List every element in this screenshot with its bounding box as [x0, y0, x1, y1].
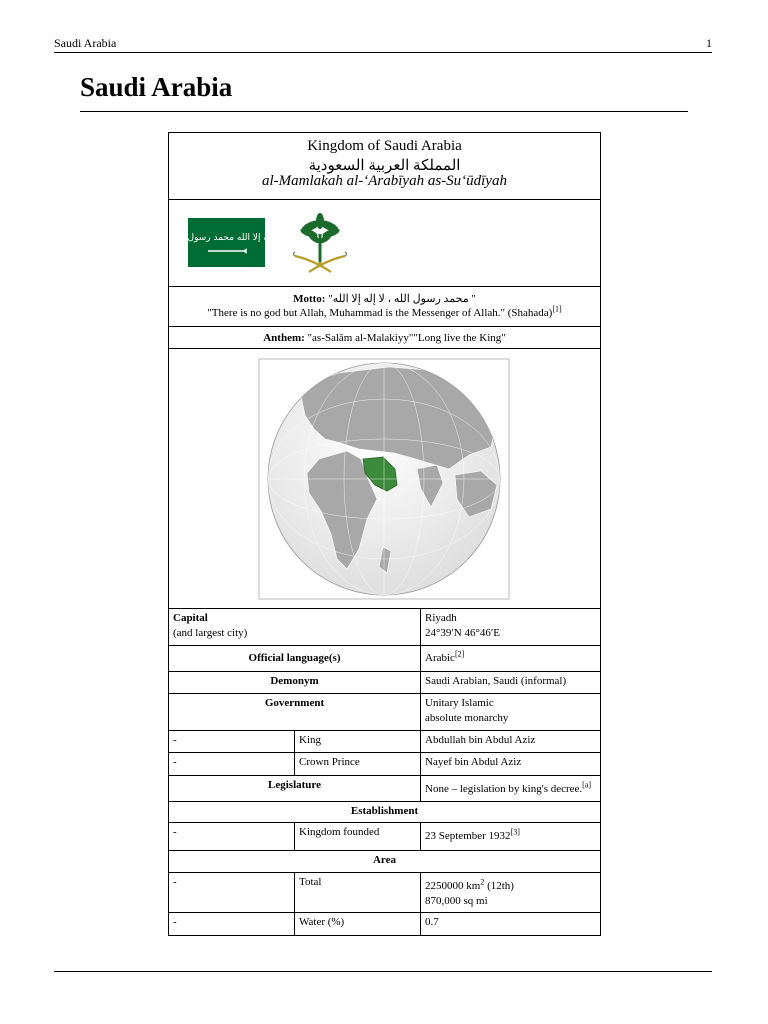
total-area-rank: (12th) — [484, 880, 514, 892]
water-label: Water (%) — [294, 913, 420, 935]
infobox-map-row — [169, 349, 600, 609]
government-label: Government — [264, 697, 325, 709]
article-title: Saudi Arabia — [80, 72, 233, 102]
demonym-label: Demonym — [270, 675, 319, 687]
kingdom-founded-row — [169, 823, 600, 851]
crown-prince-value[interactable]: Nayef bin Abdul Aziz — [420, 753, 600, 775]
motto-arabic: "محمد رسول الله ، لا إله إلا الله " — [328, 293, 476, 305]
motto-label: Motto: — [293, 293, 326, 305]
king-dash: - — [173, 734, 177, 746]
title-divider — [80, 111, 688, 112]
crown-prince-row — [169, 753, 600, 776]
official-language-value-cell — [420, 646, 600, 671]
king-label[interactable]: King — [294, 731, 420, 752]
legislature-value: None – legislation by king's decree. — [425, 783, 583, 795]
total-area-unit-exponent: 2 — [480, 877, 485, 887]
flag-image[interactable] — [171, 218, 282, 267]
running-title: Saudi Arabia — [54, 36, 117, 50]
emblem-image[interactable] — [289, 212, 351, 276]
crown-prince-dash: - — [173, 756, 177, 768]
total-area-row — [169, 873, 600, 913]
official-language-label: Official language(s) — [248, 652, 341, 664]
capital-label: Capital — [173, 612, 208, 624]
anthem-label: Anthem: — [263, 332, 305, 344]
legislature-row — [169, 776, 600, 802]
flag-shahada-text: لا إله إلا الله محمد رسول الله — [171, 233, 282, 243]
footer-rule — [54, 971, 712, 972]
anthem-line — [169, 332, 600, 344]
total-area-label: Total — [294, 873, 420, 912]
official-language-row — [169, 646, 600, 672]
motto-reference[interactable]: [1] — [552, 304, 562, 314]
infobox-motto-row — [169, 287, 600, 327]
anthem-text: "as-Salām al-Malakiyy""Long live the King" — [307, 332, 506, 344]
page-number: 1 — [706, 36, 712, 50]
water-dash: - — [173, 916, 177, 928]
infobox-name-row — [169, 133, 600, 200]
water-value: 0.7 — [420, 913, 600, 935]
capital-label-cell — [169, 609, 420, 645]
crown-prince-label[interactable]: Crown Prince — [294, 753, 420, 775]
demonym-value: Saudi Arabian, Saudi (informal) — [420, 672, 600, 693]
demonym-row — [169, 672, 600, 694]
infobox-symbols-row — [169, 200, 600, 287]
capital-value[interactable]: Riyadh — [425, 612, 457, 624]
palm-tree-icon — [299, 213, 340, 262]
area-heading: Area — [372, 854, 396, 866]
total-area-sqmi: 870,000 sq mi — [425, 895, 488, 907]
kingdom-founded-value-cell — [420, 823, 600, 850]
establishment-heading-row — [169, 802, 600, 823]
area-heading-row — [169, 851, 600, 873]
motto-english: "There is no god but Allah, Muhammad is the Messenger of Allah." (Shahada) — [207, 307, 553, 319]
water-percent-row — [169, 913, 600, 935]
capital-row — [169, 609, 600, 646]
king-row — [169, 731, 600, 753]
location-globe-map[interactable] — [259, 359, 509, 599]
legislature-label: Legislature — [268, 779, 321, 791]
motto-line-arabic — [169, 292, 600, 305]
total-area-km: 2250000 km — [425, 880, 481, 892]
capital-sublabel: (and largest city) — [173, 627, 248, 639]
official-language-value[interactable]: Arabic — [425, 652, 455, 664]
capital-value-cell — [420, 609, 600, 645]
running-header — [54, 36, 712, 53]
country-infobox — [168, 132, 601, 936]
total-area-value-cell — [420, 873, 600, 912]
kingdom-founded-reference[interactable]: [3] — [510, 827, 520, 837]
legislature-note[interactable]: [a] — [582, 780, 592, 790]
official-language-reference[interactable]: [2] — [454, 649, 465, 659]
capital-coordinates[interactable]: 24°39′N 46°46′E — [425, 627, 501, 639]
kingdom-founded-dash: - — [173, 826, 177, 838]
government-value-line-1[interactable]: Unitary Islamic — [425, 697, 494, 709]
establishment-heading: Establishment — [350, 805, 419, 817]
government-value-line-2[interactable]: absolute monarchy — [425, 712, 509, 724]
king-value[interactable]: Abdullah bin Abdul Aziz — [420, 731, 600, 752]
country-name-arabic: المملكة العربية السعودية — [308, 158, 461, 174]
infobox-anthem-row — [169, 327, 600, 349]
motto-line-english — [169, 304, 600, 319]
government-row — [169, 694, 600, 731]
total-area-dash: - — [173, 876, 177, 888]
government-value-cell — [420, 694, 600, 730]
country-name-english: Kingdom of Saudi Arabia — [307, 138, 462, 154]
country-name-transliteration: al-Mamlakah al-ʻArabīyah as-Suʻūdīyah — [262, 173, 507, 189]
kingdom-founded-value: 23 September 1932 — [425, 830, 511, 842]
kingdom-founded-label: Kingdom founded — [294, 823, 420, 850]
legislature-value-cell — [420, 776, 600, 801]
